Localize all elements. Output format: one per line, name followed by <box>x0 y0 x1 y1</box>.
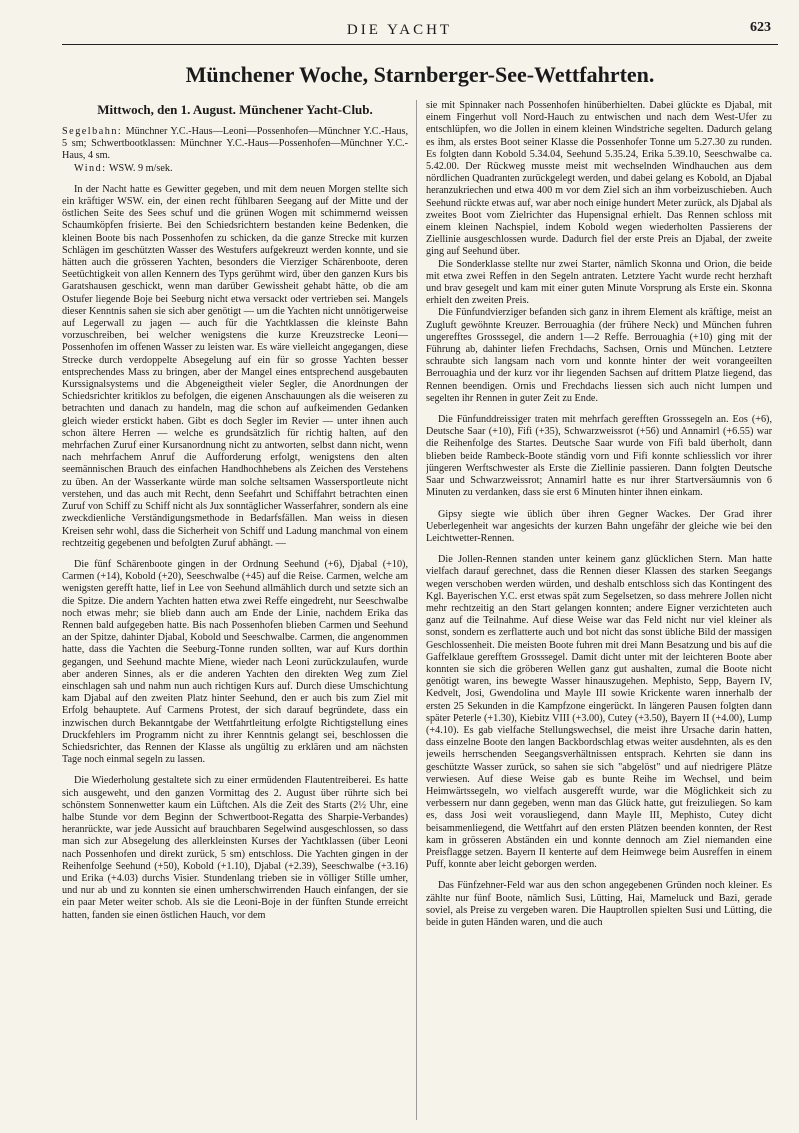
column-divider <box>416 100 417 1120</box>
wind-line <box>62 163 408 175</box>
paragraph: Die Fünfundvierziger befanden sich ganz in ihrem Element als kräftige, meist an Zugluft gewöhnte Kreuzer. Berrouaghia (der frühere Neck) und München fuhren ungerefftes Grosssegel, die andern 1—2 Reffe. Berrouaghia (+10) ging mit der Führung ab, dahinter liefen Frechdachs, Sachsen, Ornis und München. Letztere schraubte sich langsam nach vorn und konnte hinter der weit vorangeeilten Berrouaghia und der kurz vor ihr liegenden Sachsen auf drittem Platze liegend, das Rennen beendigen. Ornis und Frechdachs liessen sich auch nicht lumpen und segelten ihr Rennen in guter Zeit zu Ende. <box>426 307 772 404</box>
article-title: Münchener Woche, Starnberger-See-Wettfahrten. <box>185 62 655 87</box>
paragraph: In der Nacht hatte es Gewitter gegeben, und mit dem neuen Morgen stellte sich ein kräftiger WSW. ein, der einen recht fühlbaren Seegang auf der Mitte und der östlichen Seite des Sees schuf und die grünen Wogen mit schimmernd weissen Schaumköpfen frisierte. Bei den Schiedsrichtern bestanden keine Bedenken, die kleinen Boote bis nach Possenhofen zu schicken, da die ganze Strecke mit kurzen Schlägen im geschützten Wasser des Westufers aufgekreuzt werden konnte, und sie hätten auch die grösseren Yachten, besonders die Vierziger Schärenboote, deren Seetüchtigkeit von allen Kennern des Typs gerühmt wird, über den ganzen Kurs bis Garatshausen geschickt, wenn man darüber Gewissheit gehabt hätte, ob die am Ostufer liegende Boje bei Seeburg nicht etwa versackt oder vertrieben sei. Mangels dieser Kenntnis sahen sie sich aber genötigt — um die Yachten nicht unnötigerweise auf Legerwall zu jagen — auch für die Yachtklassen die kleinste Bahn vorzuschreiben, bei welcher wenigstens die kurze Kreuzstrecke Leoni—Possenhofen im offenen Wasser zu leisten war. Es wäre vielleicht angegangen, diese Strecke durch verdoppelte Absegelung auf ein für so grosse Yachten besser entsprechendes Mass zu bringen, aber der Mangel eines entsprechend ausgebauten Kurssignalsystems und die Abgeneigtheit vieler Segler, die Anordnungen der Schiedsrichter kritiklos zu befolgen, die eigenen Anschauungen als die weiseren zu betrachten und danach zu handeln, mag die schon auf aufkeimenden Gedanken gleich wieder erstickt haben. Gibt es doch Segler im Revier — unter ihnen auch schon ältere Herren — welche es grundsätzlich für richtig halten, auf den mehrfachen Zuruf einer Kursanordnung nicht zu antworten, selbst dann nicht, wenn nach mehrfachem Anruf die Aufforderung erfolgt, wenigstens den alten seemännischen Brauch des einfachen Handhochhebens als Zeichen des Verstehens zu üben. An der Wasserkante würde man solche seltsamen Wassersportleute nicht verstehen, und das auch mit Recht, denn Seefahrt und Schiffahrt betrachten einen Zuruf von Schiff zu Schiff nicht als Jux sonntäglicher Wasserfahrer, sondern als eine zweckdienliche Verständigungsmethode in Bedarfsfällen. Man weiss in diesen Kreisen sehr wohl, dass die Sicherheit von Schiff und Ladung manchmal von einem rechtzeitig gegebenen und befolgten Zuruf abhängt. — <box>62 183 408 549</box>
wind-text: WSW. 9 m/sek. <box>108 162 173 174</box>
paragraph: sie mit Spinnaker nach Possenhofen hinüberhielten. Dabei glückte es Djabal, mit einem Fingerhut voll Nord-Hauch zu entwischen und nach dem West-Ufer zu entschlüpfen, wo die Jollen in einem kleinen Windstriche segelten. Dadurch gelang es ihm, als erstes Boot seiner Klasse die Possenhofer Tonne um 5.27.30 zu runden. Es folgten dann Kobold 5.34.04, Seehund 5.35.24, Erika 5.39.10, Seeschwalbe ca. 5.42.00. Der Rückweg musste meist mit wechselnden Windhauchen aus dem nördlichen Quadranten zurückgelegt werden, und dabei gelang es Kobold, an Djabal heranzukriechen und etwa 400 m vor dem Ziel sich an ihm vorbeizuschieben. Auch Seehund rückte etwas auf, war aber noch einige hundert Meter zurück, als Djabal als zweites Boot vom Zielrichter das Hupensignal erhielt. Das Rennen schloss mit einem kleinen Nachspiel, indem Kobold wegen wiederholten Passierens der Ziellinie ausgeschlossen wurde. Dadurch fiel der erste Preis an Djabal, der zweite ging auf Seehund über. <box>426 100 772 258</box>
paragraph: Das Fünfzehner-Feld war aus den schon angegebenen Gründen noch kleiner. Es zählte nur fünf Boote, nämlich Susi, Lütting, Hai, Mameluck und Bazi, gerade soviel, als Preise zu vergeben waren. Die Hauptrollen spielten Susi und Lütting, die beide in guten Händen waren, und die auch <box>426 880 772 928</box>
paragraph: Gipsy siegte wie üblich über ihren Gegner Wackes. Der Grad ihrer Ueberlegenheit war angesichts der kurzen Bahn ungefähr der gleiche wie bei den Leichtwetter-Rennen. <box>426 508 772 544</box>
right-column <box>426 100 772 1120</box>
page-number: 623 <box>750 20 771 35</box>
segelbahn-text: Münchner Y.C.-Haus—Leoni—Possenhofen—Münchner Y.C.-Haus, 5 sm; Schwertbootklassen: Münchner Y.C.-Haus—Possenhofen—Münchner Y.C.-Haus, 4 sm. <box>62 126 408 162</box>
paragraph: Die Jollen-Rennen standen unter keinem ganz glücklichen Stern. Man hatte vielfach darauf gerechnet, dass die Rennen dieser Klassen des starken Seegangs wegen verschoben werden würden, und deshalb entschloss sich das Kontingent des Kgl. Bayerischen Y.C. erst etwas spät zum Segelsetzen, so dass mehrere Jollen nicht mehr rechtzeitig an den Start gelangen konnten; andere Eigner verzichteten auch ganz auf die Teilnahme. Auf diese Weise war das Feld nicht nur viel kleiner als sonst, sondern es zerflatterte auch und bot nicht das sonst übliche Bild der massigen Geschlossenheit. Die meisten Boote fuhren mit drei Mann Besatzung und bis auf die Gaffelklaue gerefftem Grosssegel. Damit dicht unter mit der leichteren Boote aber konnten sie sich die gröberen Wellen ganz gut aushalten, zumal die Boote nicht genötigt waren, ins bewegte Wasser hinauszugehen. Mephisto, Sepp, Bayern IV, Kedvelt, Josi, Gwendolina und Mayle III sowie Krickente waren innerhalb der ersten 25 Sekunden in die Kampfzone eingerückt. In längeren Pausen folgten dann später Peterle (+1.30), Kiebitz VIII (+3.00), Cutey (+3.50), Bayern II (+4.00), Lump (+4.10). Es gab vielfache Stellungswechsel, die meist ihre Ursache darin hatten, dass einzelne Boote den langen Backbordschlag etwas weiter ausdehnten, als es den jeweils herrschenden Seegangsverhältnissen entsprach. Kehrten sie dann ins geschützte Wasser zurück, so sahen sie sich "abgelöst" und auf niedrigere Plätze verwiesen. Auf diese Weise gab es bunte Reihe im Wechsel, und beim Heimwärtssegeln, wo vielfach ausgerefft wurde, war die Möglichkeit sich zu verbessern nur dann gegeben, wenn man das Glück hatte, gut freizuliegen. So kam es, dass Josi weit vorausliegend, dann Mayle III, Mephisto, Cutey dicht beisammenliegend, die Wettfahrt auf den ersten Plätzen beenden konnten, der Rest kam in grösseren Abständen ein und konnte dennoch am Ziel niemanden eine Preisflagge setzen. Bayern II kenterte auf dem Heimwege beim Ausreffen in einem Puff, konnte aber leicht geborgen werden. <box>426 554 772 871</box>
running-title: DIE YACHT <box>346 22 453 38</box>
left-column <box>62 100 408 1120</box>
wind-label: Wind: <box>74 162 107 174</box>
paragraph: Die fünf Schärenboote gingen in der Ordnung Seehund (+6), Djabal (+10), Carmen (+14), Kobold (+20), Seeschwalbe (+45) auf die Reise. Carmen, welche am wenigsten gerefft hatte, lief in Lee von Seehund allmählich durch und setzte sich an die Spitze. Die andern Yachten hatten etwa zwei Reffe eingedreht, nur Seeschwalbe noch etwas mehr; sie blieb dann auch am Ende der Linie, nachdem Erika das Rennen bald aufgegeben hatte. Bis nach Possenhofen blieben Carmen und Seehund an der Spitze, dahinter Djabal, Kobold und Seeschwalbe. Carmen, die angenommen hatte, dass die Yachten die Seeburg-Tonne runden sollten, war auf Kurs dorthin gegangen, und Seehund machte Miene, wieder nach Leoni zurückzulaufen, wurde aber anderen Sinnes, als er die anderen Yachten den direkten Weg zum Ziel einschlagen sah und nahm nun auch richtigen Kurs auf. Durch diese Umschichtung kam Djabal auf den zweiten Platz hinter Seehund, den er auch bis zum Ziel mit Erfolg behauptete. Auf Carmens Protest, der sich darauf begründete, dass ein inzwischen durch Bekanntgabe der Wettfahrtleitung erfolgte Richtigstellung eines Druckfehlers im Programm nicht zu ihrer Kenntnis gelangt sei, beschlossen die Schiedsrichter, das Rennen der Klasse als ungültig zu erklären und am nächsten Tage noch einmal segeln zu lassen. <box>62 558 408 766</box>
paragraph: Die Wiederholung gestaltete sich zu einer ermüdenden Flautentreiberei. Es hatte sich ausgeweht, und den ganzen Vormittag des 2. August über rührte sich bei schönstem Sonnenwetter kaum ein Lüftchen. Als die Zeit des Starts (2½ Uhr, eine halbe Stunde vor dem Beginn der Schwertboot-Regatta des Sharpie-Verbandes) heranrückte, war jede Aussicht auf brauchbaren Segelwind ausgeschlossen, so dass man sich zur Absegelung des allerkleinsten Kurses der Yachtklassen (über Leoni nach Possenhofen und direkt zurück, 5 sm) entschloss. Die Yachten gingen in der Reihenfolge Seehund (+50), Kobold (+1.10), Djabal (+2.39), Seeschwalbe (+3.16) und Erika (+4.03) durchs Visier. Stundenlang trieben sie in völliger Stille umher, und nur ab und zu konnten sie einen umherschwirrenden Hauch einfangen, der sie ein paar Meter weiter schob. Als sie die Leoni-Boje in der fünften Stunde erreicht hatten, fanden sie einen östlichen Hauch, vor dem <box>62 775 408 921</box>
segelbahn-label: Segelbahn: <box>62 126 123 137</box>
paragraph: Die Sonderklasse stellte nur zwei Starter, nämlich Skonna und Orion, die beide mit etwa zwei Reffen in den Segeln antraten. Letztere Yacht wurde recht herzhaft und brav gesegelt und kam mit einer guten Minute Vorsprung als Erste ein. Skonna erhielt den zweiten Preis. <box>426 258 772 307</box>
paragraph: Die Fünfunddreissiger traten mit mehrfach gerefften Grosssegeln an. Eos (+6), Deutsche Saar (+10), Fifi (+35), Schwarzweissrot (+56) und Annamirl (+6.55) war die Reihenfolge des Startes. Deutsche Saar wurde von Fifi bald überholt, dann blieben beide Rambeck-Boote ständig vorn und Fifi konnte schliesslich vor ihrer jüngeren Werftschwester als Erste die Ziellinie passieren. Dann folgten Deutsche Saar und Schwarzweissrot; Annamirl hatte es nur ihrer Startversäumnis von 6 Minuten zu verdanken, dass sie erst 6 Minuten hinter ihnen einkam. <box>426 414 772 499</box>
article-subheading: Mittwoch, den 1. August. Münchener Yacht-Club. <box>97 102 373 117</box>
header-rule <box>62 44 778 45</box>
segelbahn-line <box>62 126 408 163</box>
